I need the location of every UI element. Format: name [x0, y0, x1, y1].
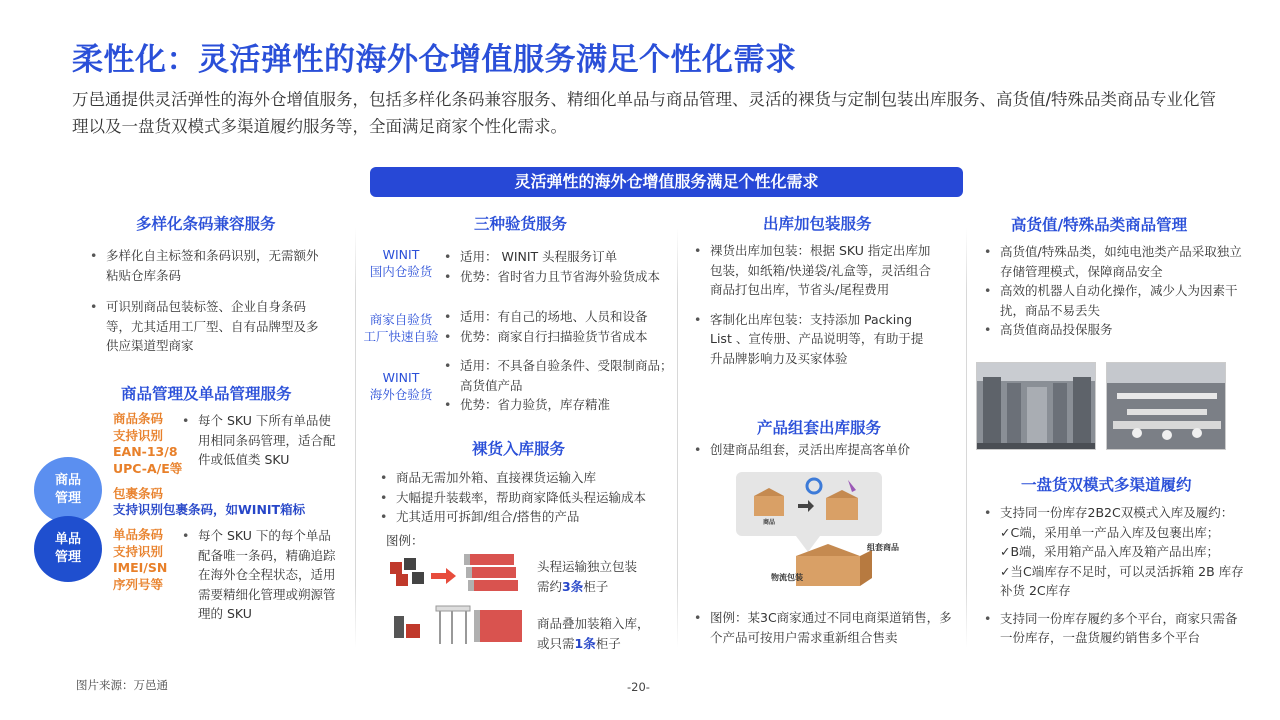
bullet-item: • 多样化自主标签和条码识别，无需额外粘贴仓库条码	[88, 246, 328, 285]
bullet-item: • 优势：省力验货，库存精准	[442, 395, 678, 415]
product-management-circle: 商品 管理	[34, 457, 102, 523]
container-icon	[464, 554, 518, 591]
column-divider	[355, 228, 356, 648]
chair-icon	[412, 572, 424, 584]
chair-icon	[394, 616, 404, 638]
legend-2-line2	[537, 634, 650, 654]
check-item: ✓当C端库存不足时，可以灵活拆箱 2B 库存补货 2C库存	[1000, 563, 1244, 598]
inspection-bullets	[442, 307, 678, 346]
page-number: -20-	[627, 680, 650, 694]
high-value-title: 高货值/特殊品类商品管理	[1011, 216, 1188, 234]
one-inventory-title: 一盘货双模式多渠道履约	[1021, 476, 1192, 494]
one-inventory-bullets	[982, 503, 1244, 648]
illus-label-goods: 商品	[763, 519, 776, 526]
legend-1-line1: 头程运输独立包装	[537, 559, 638, 574]
image-source: 图片来源：万邑通	[76, 678, 168, 692]
bullet-item: • 每个 SKU 下的每个单品配备唯一条码，精确追踪在海外仓全程状态，适用需要精细化管理或朔源管理的 SKU	[180, 526, 342, 624]
bullet-item: • 优势：省时省力且节省海外验货成本	[442, 267, 678, 287]
bullet-item: • 支持同一份库存履约多个平台，商家只需备一份库存，一盘货履约销售多个平台	[982, 609, 1244, 648]
bullet-item: • 可识别商品包装标签、企业自身条码等，尤其适用工厂型、自有品牌型及多供应渠道型商家	[88, 297, 328, 356]
legend-1-prefix: 需约	[537, 578, 563, 594]
bullet-item: • 商品无需加外箱、直接裸货运输入库	[378, 468, 678, 488]
package-barcode-label: 包裹条码	[113, 486, 164, 501]
one-inventory-lead: • 支持同一份库存2B2C双模式入库及履约：	[1000, 505, 1234, 520]
bullet-item: • 图例：某3C商家通过不同电商渠道销售，多个产品可按用户需求重新组合售卖	[692, 608, 957, 647]
legend-1-line2	[537, 577, 637, 597]
package-barcode-desc: 支持识别包裹条码，如WINIT箱标	[113, 502, 306, 517]
bundle-caption	[692, 608, 957, 647]
warehouse-shelves-image	[977, 363, 1096, 450]
bare-goods-title: 裸货入库服务	[472, 440, 566, 458]
bullet-item: • 优势：商家自行扫描验货节省成本	[442, 327, 678, 347]
bundle-service-title: 产品组套出库服务	[757, 419, 882, 437]
legend-2-text	[537, 614, 650, 653]
box-icon	[390, 562, 402, 574]
barcode-bullets	[88, 246, 328, 356]
inspection-bullets	[442, 247, 678, 286]
legend-2-suffix: 柜子	[595, 635, 621, 651]
barcode-service-title: 多样化条码兼容服务	[136, 215, 276, 233]
item-management-circle: 单品 管理	[34, 516, 102, 582]
inspection-bullets	[442, 356, 678, 415]
bundle-illustration	[736, 470, 896, 590]
bullet-item: • 适用：不具备自验条件、受限制商品；高货值产品	[442, 356, 678, 395]
box-icon	[396, 574, 408, 586]
page-title: 柔性化：灵活弹性的海外仓增值服务满足个性化需求	[72, 42, 797, 78]
bullet-item: • 高货值商品投保服务	[982, 320, 1242, 340]
legend-1-text	[537, 557, 637, 596]
inspection-label-overseas: WINIT 海外仓验货	[369, 370, 433, 402]
product-barcode-label-text: 商品条码 支持识别 EAN-13/8 UPC-A/E等	[113, 411, 183, 476]
legend-1-number: 3条	[562, 578, 584, 594]
intro-paragraph: 万邑通提供灵活弹性的海外仓增值服务，包括多样化条码兼容服务、精细化单品与商品管理、灵活的裸货与定制包装出库服务、高货值/特殊品类商品专业化管理以及一盘货双模式多渠道履约服务等，全面满足商家个性化需求。	[72, 90, 1217, 136]
legend-label: 图例：	[386, 533, 424, 548]
legend-2-line1: 商品叠加装箱入库，	[537, 616, 650, 631]
bullet-item: • 适用：有自己的场地、人员和设备	[442, 307, 678, 327]
inspection-label-self: 商家自验货 工厂快速自验	[363, 312, 439, 344]
bundle-bullets	[692, 440, 952, 460]
bullet-item: • 适用： WINIT 头程服务订单	[442, 247, 678, 267]
bullet-item: • 高货值/特殊品类，如纯电池类产品采取独立存储管理模式，保障商品安全	[982, 242, 1242, 281]
legend-2-number: 1条	[574, 635, 596, 651]
section-banner: 灵活弹性的海外仓增值服务满足个性化需求	[370, 167, 963, 197]
warehouse-photo-shelves	[976, 362, 1096, 450]
illus-label-bundle: 组套商品	[867, 543, 899, 552]
separate-packaging-illustration	[386, 548, 526, 598]
product-management-title: 商品管理及单品管理服务	[121, 385, 292, 403]
high-value-bullets	[982, 242, 1242, 340]
bullet-item: • 高效的机器人自动化操作，减少人为因素干扰，商品不易丢失	[982, 281, 1242, 320]
inspection-service-title: 三种验货服务	[474, 215, 568, 233]
bullet-item: • 客制化出库包装：支持添加 Packing List 、宣传册、产品说明等，有助于提升品牌影响力及买家体验	[692, 310, 932, 369]
illus-label-logistics: 物流包装	[771, 573, 803, 582]
stack-icon	[436, 606, 470, 644]
stacked-packaging-illustration	[390, 602, 530, 650]
check-item: ✓B端，采用箱产品入库及箱产品出库；	[1000, 544, 1220, 559]
product-barcode-desc	[180, 411, 340, 470]
container-icon	[474, 610, 522, 642]
column-divider	[966, 228, 967, 648]
bare-goods-bullets	[378, 468, 678, 527]
outbound-packaging-title: 出库加包装服务	[763, 215, 872, 233]
bullet-item: • 裸货出库加包装：根据 SKU 指定出库加包装，如纸箱/快递袋/礼盒等，灵活组合商品打包出库，节省头/尾程费用	[692, 241, 932, 300]
bullet-item: • 大幅提升装载率，帮助商家降低头程运输成本	[378, 488, 678, 508]
warehouse-photo-robots	[1106, 362, 1226, 450]
bullet-item: • 每个 SKU 下所有单品使用相同条码管理，适合配件或低值类 SKU	[180, 411, 340, 470]
legend-1-suffix: 柜子	[583, 578, 609, 594]
check-item: ✓C端，采用单一产品入库及包裹出库；	[1000, 524, 1220, 540]
column-divider	[677, 228, 678, 648]
bullet-item: • 尤其适用可拆卸/组合/搭售的产品	[378, 507, 678, 527]
legend-2-prefix: 或只需	[537, 635, 575, 651]
box-icon	[406, 624, 420, 638]
chair-icon	[404, 558, 416, 570]
bullet-item: • 创建商品组套，灵活出库提高客单价	[692, 440, 952, 460]
arrow-icon	[431, 568, 456, 584]
outbound-bullets	[692, 241, 932, 368]
item-barcode-label-text: 单品条码 支持识别 IMEI/SN 序列号等	[113, 527, 168, 592]
bullet-item	[982, 503, 1244, 601]
item-barcode-desc	[180, 526, 342, 624]
inspection-label-domestic: WINIT 国内仓验货	[369, 247, 433, 279]
warehouse-robots-image	[1107, 363, 1226, 450]
